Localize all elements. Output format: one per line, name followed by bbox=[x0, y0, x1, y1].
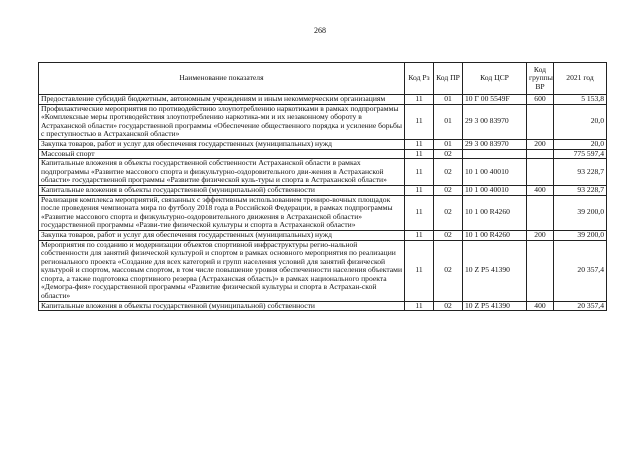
cell-csr: 29 3 00 83970 bbox=[463, 139, 527, 149]
cell-sum: 5 153,8 bbox=[554, 95, 607, 105]
cell-vr bbox=[527, 104, 554, 139]
cell-sum: 93 228,7 bbox=[554, 159, 607, 186]
cell-pr: 02 bbox=[434, 240, 463, 301]
cell-vr: 400 bbox=[527, 185, 554, 195]
cell-pr: 02 bbox=[434, 301, 463, 311]
cell-name: Закупка товаров, работ и услуг для обеспечения государственных (муниципальных) нужд bbox=[39, 139, 405, 149]
cell-sum: 20 357,4 bbox=[554, 240, 607, 301]
cell-pr: 02 bbox=[434, 149, 463, 159]
cell-sum: 775 597,4 bbox=[554, 149, 607, 159]
header-csr: Код ЦСР bbox=[463, 63, 527, 95]
cell-rz: 11 bbox=[405, 149, 434, 159]
budget-table bbox=[38, 62, 607, 311]
cell-csr: 10 1 00 40010 bbox=[463, 159, 527, 186]
cell-vr: 200 bbox=[527, 139, 554, 149]
cell-rz: 11 bbox=[405, 159, 434, 186]
header-rz: Код Рз bbox=[405, 63, 434, 95]
cell-csr bbox=[463, 149, 527, 159]
cell-name: Мероприятия по созданию и модернизации объектов спортивной инфраструктуры регио-нальной собственности для занятий физической культурой и спортом в рамках основного мероприятия по реализации регионального проекта «Создание для всех категорий и групп населения условий для занятий физической культурой и спортом, массовым спортом, в том числе повышение уровня обеспеченности населения объектами спорта, а также подготовка спортивного резерва (Астраханская область)» в рамках национального проекта «Демогра-фия» государственной программы «Развитие физической культуры и спорта в Астрахан-ской области» bbox=[39, 240, 405, 301]
cell-csr: 10 Z P5 41390 bbox=[463, 240, 527, 301]
table-row bbox=[39, 240, 607, 301]
header-name: Наименование показателя bbox=[39, 63, 405, 95]
table-row bbox=[39, 301, 607, 311]
cell-rz: 11 bbox=[405, 301, 434, 311]
table-row bbox=[39, 95, 607, 105]
cell-sum: 39 200,0 bbox=[554, 195, 607, 230]
header-year: 2021 год bbox=[554, 63, 607, 95]
cell-name: Профилактические мероприятия по противодействию злоупотреблению наркотиками в рамках подпрограммы «Комплексные меры противодействия злоупотреблению наркотика-ми и их незаконному обороту в Астраханской области» государственной программы «Обеспечение общественного порядка и усиление борьбы с преступностью в Астраханской области» bbox=[39, 104, 405, 139]
cell-csr: 10 Z P5 41390 bbox=[463, 301, 527, 311]
cell-vr bbox=[527, 159, 554, 186]
header-pr: Код ПР bbox=[434, 63, 463, 95]
cell-pr: 01 bbox=[434, 139, 463, 149]
cell-rz: 11 bbox=[405, 185, 434, 195]
cell-vr: 600 bbox=[527, 95, 554, 105]
cell-name: Капитальные вложения в объекты государственной (муниципальной) собственности bbox=[39, 301, 405, 311]
cell-vr bbox=[527, 195, 554, 230]
cell-name: Капитальные вложения в объекты государственной собственности Астраханской области в рамках подпрограммы «Развитие массового спорта и физкультурно-оздоровительного дви-жения в Астраханской области» государственной программы «Развитие физической куль-туры и спорта в Астраханской области» bbox=[39, 159, 405, 186]
cell-rz: 11 bbox=[405, 240, 434, 301]
cell-name: Реализация комплекса мероприятий, связанных с эффективным использованием трениро-вочных площадок после проведения чемпионата мира по футболу 2018 года в Российской Федерации, в рамках подпрограммы «Развитие массового спорта и физкультурно-оздоровительного движения в Астраханской области» государственной программы «Разви-тие физической культуры и спорта в Астраханской области» bbox=[39, 195, 405, 230]
table-row bbox=[39, 195, 607, 230]
cell-name: Предоставление субсидий бюджетным, автономным учреждениям и иным некоммерческим организациям bbox=[39, 95, 405, 105]
cell-pr: 02 bbox=[434, 195, 463, 230]
cell-pr: 02 bbox=[434, 159, 463, 186]
cell-name: Закупка товаров, работ и услуг для обеспечения государственных (муниципальных) нужд bbox=[39, 230, 405, 240]
cell-name: Массовый спорт bbox=[39, 149, 405, 159]
cell-sum: 20,0 bbox=[554, 104, 607, 139]
cell-rz: 11 bbox=[405, 104, 434, 139]
cell-rz: 11 bbox=[405, 139, 434, 149]
cell-name: Капитальные вложения в объекты государственной (муниципальной) собственности bbox=[39, 185, 405, 195]
cell-csr: 10 1 00 R4260 bbox=[463, 195, 527, 230]
cell-csr: 10 1 00 40010 bbox=[463, 185, 527, 195]
table-row bbox=[39, 185, 607, 195]
cell-sum: 39 200,0 bbox=[554, 230, 607, 240]
cell-sum: 93 228,7 bbox=[554, 185, 607, 195]
cell-csr: 10 1 00 R4260 bbox=[463, 230, 527, 240]
cell-vr: 400 bbox=[527, 301, 554, 311]
cell-pr: 02 bbox=[434, 185, 463, 195]
cell-sum: 20 357,4 bbox=[554, 301, 607, 311]
table-header-row bbox=[39, 63, 607, 95]
table-row bbox=[39, 149, 607, 159]
header-vr: Код группы ВР bbox=[527, 63, 554, 95]
cell-rz: 11 bbox=[405, 230, 434, 240]
page-number: 268 bbox=[314, 26, 326, 35]
cell-pr: 02 bbox=[434, 230, 463, 240]
cell-vr bbox=[527, 149, 554, 159]
cell-sum: 20,0 bbox=[554, 139, 607, 149]
cell-vr: 200 bbox=[527, 230, 554, 240]
cell-pr: 01 bbox=[434, 104, 463, 139]
cell-vr bbox=[527, 240, 554, 301]
table-row bbox=[39, 230, 607, 240]
cell-rz: 11 bbox=[405, 95, 434, 105]
cell-csr: 29 3 00 83970 bbox=[463, 104, 527, 139]
cell-pr: 01 bbox=[434, 95, 463, 105]
cell-rz: 11 bbox=[405, 195, 434, 230]
table-row bbox=[39, 159, 607, 186]
cell-csr: 10 Г 00 5549F bbox=[463, 95, 527, 105]
table-row bbox=[39, 139, 607, 149]
table-row bbox=[39, 104, 607, 139]
